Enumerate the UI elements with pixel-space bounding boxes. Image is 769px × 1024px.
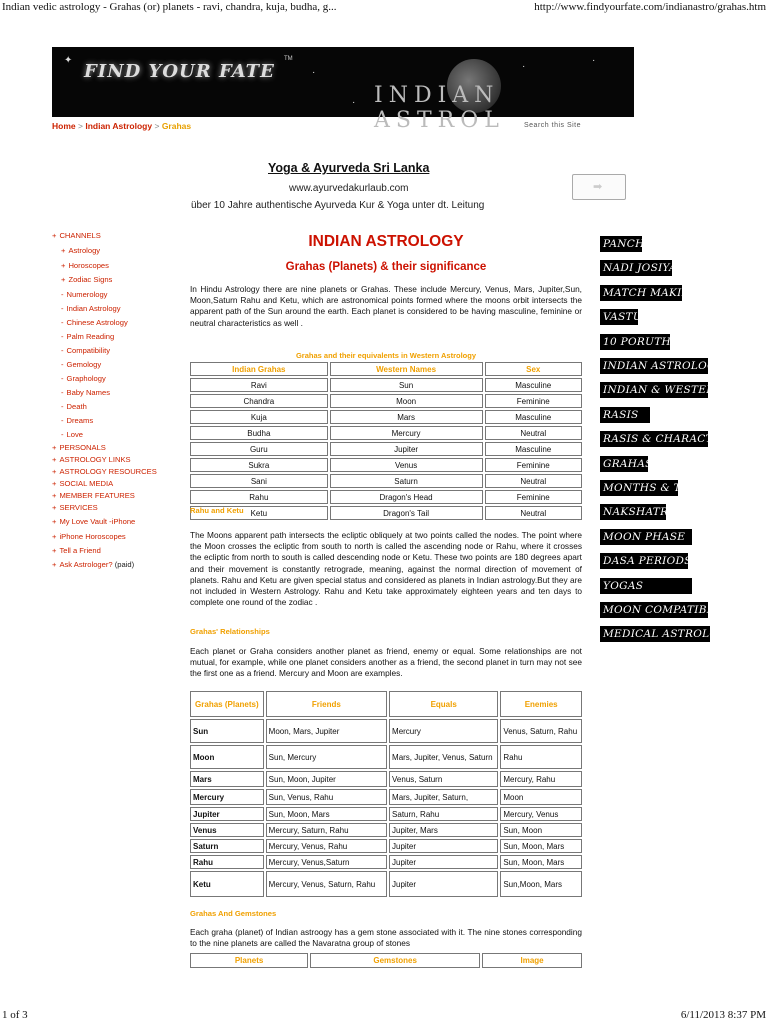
print-footer bbox=[0, 1006, 768, 1024]
right-nav-item[interactable]: 10 PORUTHAM bbox=[600, 334, 670, 350]
right-nav-item[interactable]: YOGAS bbox=[600, 578, 692, 594]
left-nav-label: ASTROLOGY RESOURCES bbox=[59, 467, 157, 476]
left-nav-label: Compatibility bbox=[66, 346, 110, 355]
nav-marker: + bbox=[52, 560, 57, 569]
table-cell: Moon bbox=[330, 394, 483, 408]
column-header: Planets bbox=[190, 953, 308, 968]
table-cell: Rahu bbox=[190, 855, 264, 869]
column-header: Gemstones bbox=[310, 953, 480, 968]
table-cell: Ketu bbox=[190, 506, 328, 520]
nav-marker: - bbox=[61, 416, 64, 425]
print-header-title: Indian vedic astrology - Grahas (or) planets - ravi, chandra, kuja, budha, g... bbox=[2, 1, 337, 13]
nav-marker: - bbox=[61, 374, 64, 383]
table-cell: Moon bbox=[190, 745, 264, 769]
table-cell: Sun bbox=[190, 719, 264, 743]
column-header: Indian Grahas bbox=[190, 362, 328, 376]
table-cell: Mars, Jupiter, Saturn, bbox=[389, 789, 498, 805]
table-cell: Mercury, Rahu bbox=[500, 771, 582, 787]
ad-go-button[interactable] bbox=[572, 174, 626, 200]
nav-marker: - bbox=[61, 430, 64, 439]
table-cell: Neutral bbox=[485, 426, 583, 440]
right-nav-item[interactable]: MOON PHASE bbox=[600, 529, 692, 545]
table-row bbox=[190, 771, 582, 787]
table-cell: Neutral bbox=[485, 474, 583, 488]
banner-section-text: INDIAN ASTROL bbox=[374, 83, 505, 133]
nav-marker: - bbox=[61, 360, 64, 369]
table-row bbox=[190, 789, 582, 805]
graha-relationships-table bbox=[188, 689, 584, 899]
table-row bbox=[190, 378, 582, 392]
left-nav-label: SERVICES bbox=[59, 503, 98, 512]
table-cell: Rahu bbox=[500, 745, 582, 769]
column-header: Western Names bbox=[330, 362, 483, 376]
left-nav-label: CHANNELS bbox=[59, 231, 101, 240]
left-nav-label: Graphology bbox=[66, 374, 106, 383]
table-cell: Jupiter, Mars bbox=[389, 823, 498, 837]
right-nav-item[interactable]: MEDICAL ASTROLOGY bbox=[600, 626, 710, 642]
print-timestamp: 6/11/2013 8:37 PM bbox=[680, 1009, 766, 1021]
column-header: Sex bbox=[485, 362, 583, 376]
right-nav-item[interactable]: RASIS & CHARACTERISTICS bbox=[600, 431, 708, 447]
table-cell: Sun, Moon, Mars bbox=[500, 839, 582, 853]
page-title: INDIAN ASTROLOGY bbox=[308, 233, 464, 250]
nav-marker: + bbox=[52, 532, 57, 541]
table-cell: Rahu bbox=[190, 490, 328, 504]
right-nav-item[interactable]: DASA PERIODS bbox=[600, 553, 688, 569]
table-cell: Mercury, Venus,Saturn bbox=[266, 855, 387, 869]
left-nav-item[interactable] bbox=[61, 346, 110, 355]
table-row bbox=[190, 426, 582, 440]
left-nav-item[interactable] bbox=[61, 402, 87, 411]
table-cell: Mercury bbox=[190, 789, 264, 805]
left-nav-label: Indian Astrology bbox=[66, 304, 121, 313]
table-cell: Dragon's Head bbox=[330, 490, 483, 504]
nav-marker: + bbox=[52, 443, 57, 452]
table-row bbox=[190, 839, 582, 853]
table-row bbox=[190, 474, 582, 488]
table-cell: Saturn bbox=[330, 474, 483, 488]
breadcrumb-home[interactable]: Home bbox=[52, 121, 76, 131]
left-nav-label: Numerology bbox=[66, 290, 108, 299]
left-nav-label: Gemology bbox=[66, 360, 102, 369]
table-cell: Mercury, Saturn, Rahu bbox=[266, 823, 387, 837]
left-nav-item[interactable] bbox=[61, 430, 83, 439]
print-header bbox=[0, 0, 768, 16]
table-cell: Feminine bbox=[485, 394, 583, 408]
banner-trademark: TM bbox=[284, 56, 293, 62]
nav-marker: - bbox=[61, 290, 64, 299]
breadcrumb-indian-astrology[interactable]: Indian Astrology bbox=[85, 121, 153, 131]
column-header: Enemies bbox=[500, 691, 582, 717]
table-cell: Sani bbox=[190, 474, 328, 488]
nav-marker: + bbox=[52, 491, 57, 500]
table-row bbox=[190, 410, 582, 424]
breadcrumb bbox=[52, 121, 191, 131]
table-cell: Sun bbox=[330, 378, 483, 392]
left-nav-item[interactable] bbox=[61, 360, 101, 369]
nav-marker: + bbox=[52, 455, 57, 464]
nav-marker: + bbox=[52, 467, 57, 476]
nav-marker: - bbox=[61, 402, 64, 411]
table-cell: Mars, Jupiter, Venus, Saturn bbox=[389, 745, 498, 769]
table-cell: Sun, Moon bbox=[500, 823, 582, 837]
nav-marker: + bbox=[61, 246, 66, 255]
table-row bbox=[190, 745, 582, 769]
table-cell: Mars bbox=[330, 410, 483, 424]
left-nav-item[interactable] bbox=[52, 491, 135, 500]
table-cell: Moon, Mars, Jupiter bbox=[266, 719, 387, 743]
right-nav-item[interactable]: VASTU bbox=[600, 309, 638, 325]
print-header-url: http://www.findyourfate.com/indianastro/grahas.htm bbox=[534, 1, 766, 13]
table-cell: Mercury, Venus bbox=[500, 807, 582, 821]
left-nav-label: Baby Names bbox=[66, 388, 111, 397]
left-nav-label: Astrology bbox=[68, 246, 101, 255]
left-nav-item[interactable] bbox=[61, 374, 106, 383]
left-nav-item[interactable] bbox=[52, 231, 101, 240]
table-cell: Sun,Moon, Mars bbox=[500, 871, 582, 897]
nav-marker: - bbox=[61, 346, 64, 355]
table-cell: Mercury, Venus, Rahu bbox=[266, 839, 387, 853]
grahas-western-table bbox=[188, 349, 584, 522]
table-cell: Mercury, Venus, Saturn, Rahu bbox=[266, 871, 387, 897]
nav-marker: + bbox=[52, 231, 57, 240]
left-nav-item[interactable] bbox=[61, 318, 128, 327]
gemstones-paragraph: Each graha (planet) of Indian astroogy has a gem stone associated with it. The nine stones corresponding to the nine planets are called the Navaratna group of stones bbox=[190, 927, 582, 949]
right-nav-item[interactable]: INDIAN & WESTERN bbox=[600, 382, 708, 398]
left-nav-item[interactable] bbox=[52, 560, 134, 569]
rahu-ketu-paragraph: The Moons apparent path intersects the ecliptic obliquely at two points called the nodes. The point where the Moon crosses the ecliptic from south to north is called the ascending node or Rahu, where it crosses the ecliptic from north to south is called descending node or Ketu. These two points are 180 degrees apart and their movement is constantly retrograde, meaning, against the normal direction of movement of planets. Rahu and Ketu are given special status and considered as planets in Indian astrology.But they are not included in Western Astrology. Rahu and Ketu take approximately eighteen years and ten days to complete one round of the zodiac . bbox=[190, 530, 582, 608]
right-nav-item[interactable]: MONTHS & TITHIS bbox=[600, 480, 678, 496]
table-row bbox=[190, 719, 582, 743]
left-nav-suffix: (paid) bbox=[112, 560, 135, 569]
left-nav-item[interactable] bbox=[52, 443, 106, 452]
table-cell: Guru bbox=[190, 442, 328, 456]
table-cell: Masculine bbox=[485, 442, 583, 456]
relationships-paragraph: Each planet or Graha considers another planet as friend, enemy or equal. Some relationships are not mutual, for example, while one planet considers another as a friend, the second planet in turn may not see the first one as a friend. Mercury and Moon are examples. bbox=[190, 646, 582, 679]
table-cell: Masculine bbox=[485, 378, 583, 392]
table-cell: Venus bbox=[190, 823, 264, 837]
star-icon: ✦ bbox=[64, 55, 73, 66]
table-cell: Dragon's Tail bbox=[330, 506, 483, 520]
left-nav-item[interactable] bbox=[61, 246, 100, 255]
left-nav-label: Chinese Astrology bbox=[66, 318, 128, 327]
table-cell: Mars bbox=[190, 771, 264, 787]
table-cell: Mercury bbox=[330, 426, 483, 440]
right-nav-item[interactable]: PANCH bbox=[600, 236, 642, 252]
table-cell: Venus bbox=[330, 458, 483, 472]
search-site-link[interactable]: Search this Site bbox=[524, 122, 582, 129]
table-cell: Chandra bbox=[190, 394, 328, 408]
intro-paragraph: In Hindu Astrology there are nine planets or Grahas. These include Mercury, Venus, Mars, Jupiter,Sun, Moon,Saturn Rahu and Ketu, which are astronomical points formed where the moons orbit intersects the apparent path of the Sun around the earth. Each planet is considered to be having masculine, feminine or neutral characteristics as well . bbox=[190, 284, 582, 328]
left-nav-item[interactable] bbox=[61, 261, 109, 270]
left-nav-label: PERSONALS bbox=[59, 443, 106, 452]
left-nav-label: SOCIAL MEDIA bbox=[59, 479, 114, 488]
left-nav-label: iPhone Horoscopes bbox=[59, 532, 126, 541]
print-page-number: 1 of 3 bbox=[2, 1009, 28, 1021]
left-nav-item[interactable] bbox=[61, 304, 121, 313]
table-caption: Grahas and their equivalents in Western Astrology bbox=[295, 351, 477, 360]
left-nav-item[interactable] bbox=[52, 517, 135, 526]
table-row bbox=[190, 871, 582, 897]
ad-url[interactable]: www.ayurvedakurlaub.com bbox=[289, 183, 409, 194]
left-nav-label: Dreams bbox=[66, 416, 94, 425]
nav-marker: + bbox=[52, 546, 57, 555]
nav-marker: + bbox=[52, 517, 57, 526]
left-nav-item[interactable] bbox=[61, 275, 112, 284]
table-row bbox=[190, 394, 582, 408]
table-cell: Saturn, Rahu bbox=[389, 807, 498, 821]
table-cell: Masculine bbox=[485, 410, 583, 424]
table-cell: Ketu bbox=[190, 871, 264, 897]
table-row bbox=[190, 442, 582, 456]
table-cell: Jupiter bbox=[389, 871, 498, 897]
left-nav-item[interactable] bbox=[52, 546, 101, 555]
left-nav-item[interactable] bbox=[52, 479, 113, 488]
nav-marker: + bbox=[61, 261, 66, 270]
table-row bbox=[190, 855, 582, 869]
table-cell: Venus, Saturn bbox=[389, 771, 498, 787]
left-nav-item[interactable] bbox=[52, 455, 131, 464]
table-cell: Sun, Moon, Mars bbox=[500, 855, 582, 869]
column-header: Grahas (Planets) bbox=[190, 691, 264, 717]
table-cell: Jupiter bbox=[389, 839, 498, 853]
right-nav-item[interactable]: MATCH MAKING bbox=[600, 285, 682, 301]
left-nav-item[interactable] bbox=[52, 532, 126, 541]
nav-marker: - bbox=[61, 304, 64, 313]
nav-marker: - bbox=[61, 332, 64, 341]
table-cell: Venus, Saturn, Rahu bbox=[500, 719, 582, 743]
ad-title[interactable]: Yoga & Ayurveda Sri Lanka bbox=[268, 161, 430, 175]
left-nav-item[interactable] bbox=[52, 503, 98, 512]
left-nav-label: My Love Vault -iPhone bbox=[59, 517, 136, 526]
column-header: Image bbox=[482, 953, 582, 968]
right-nav-item[interactable]: NADI JOSIYAM bbox=[600, 260, 672, 276]
left-nav-label: Tell a Friend bbox=[59, 546, 101, 555]
breadcrumb-separator: > bbox=[78, 121, 83, 131]
right-nav-item[interactable]: INDIAN ASTROLOGY bbox=[600, 358, 708, 374]
banner-logo-text: FIND YOUR FATE bbox=[84, 61, 275, 82]
table-row bbox=[190, 490, 582, 504]
left-nav-label: Ask Astrologer? bbox=[59, 560, 113, 569]
left-nav-label: Zodiac Signs bbox=[68, 275, 113, 284]
ad-text: über 10 Jahre authentische Ayurveda Kur & Yoga unter dt. Leitung bbox=[191, 200, 485, 211]
column-header: Equals bbox=[389, 691, 498, 717]
gemstones-table bbox=[188, 951, 584, 970]
left-nav-item[interactable] bbox=[61, 416, 93, 425]
nav-marker: - bbox=[61, 388, 64, 397]
left-nav-label: Love bbox=[66, 430, 83, 439]
star-icon: · bbox=[592, 55, 596, 66]
table-row bbox=[190, 807, 582, 821]
left-nav-label: MEMBER FEATURES bbox=[59, 491, 135, 500]
gemstones-heading: Grahas And Gemstones bbox=[190, 909, 277, 918]
star-icon: · bbox=[352, 97, 356, 108]
table-cell: Neutral bbox=[485, 506, 583, 520]
nav-marker: + bbox=[52, 479, 57, 488]
table-cell: Jupiter bbox=[190, 807, 264, 821]
arrow-right-icon: ➡ bbox=[593, 181, 603, 193]
table-cell: Sun, Venus, Rahu bbox=[266, 789, 387, 805]
table-cell: Budha bbox=[190, 426, 328, 440]
table-cell: Feminine bbox=[485, 458, 583, 472]
left-nav-label: Palm Reading bbox=[66, 332, 115, 341]
table-cell: Kuja bbox=[190, 410, 328, 424]
table-row bbox=[190, 458, 582, 472]
table-cell: Sun, Moon, Jupiter bbox=[266, 771, 387, 787]
table-row bbox=[190, 506, 582, 520]
table-row bbox=[190, 823, 582, 837]
left-nav-item[interactable] bbox=[61, 388, 110, 397]
right-nav-item[interactable]: NAKSHATRAS bbox=[600, 504, 666, 520]
right-nav-item[interactable]: MOON COMPATIBILITY bbox=[600, 602, 708, 618]
left-nav-label: Death bbox=[66, 402, 87, 411]
star-icon: · bbox=[522, 61, 526, 72]
rahu-ketu-heading: Rahu and Ketu bbox=[190, 506, 244, 515]
breadcrumb-current: Grahas bbox=[161, 121, 192, 131]
left-nav-label: ASTROLOGY LINKS bbox=[59, 455, 131, 464]
table-cell: Ravi bbox=[190, 378, 328, 392]
table-cell: Sun, Moon, Mars bbox=[266, 807, 387, 821]
nav-marker: - bbox=[61, 318, 64, 327]
table-cell: Jupiter bbox=[389, 855, 498, 869]
table-cell: Saturn bbox=[190, 839, 264, 853]
table-cell: Feminine bbox=[485, 490, 583, 504]
table-cell: Sun, Mercury bbox=[266, 745, 387, 769]
left-nav-item[interactable] bbox=[52, 467, 157, 476]
left-nav-item[interactable] bbox=[61, 332, 114, 341]
table-cell: Sukra bbox=[190, 458, 328, 472]
relationships-heading: Grahas' Relationships bbox=[190, 627, 270, 636]
table-cell: Moon bbox=[500, 789, 582, 805]
star-icon: · bbox=[312, 67, 316, 78]
left-nav-item[interactable] bbox=[61, 290, 107, 299]
page-subtitle: Grahas (Planets) & their significance bbox=[285, 261, 487, 273]
table-cell: Jupiter bbox=[330, 442, 483, 456]
column-header: Friends bbox=[266, 691, 387, 717]
left-nav-label: Horoscopes bbox=[68, 261, 109, 270]
breadcrumb-separator: > bbox=[154, 121, 160, 131]
table-cell: Mercury bbox=[389, 719, 498, 743]
right-nav-item[interactable]: GRAHAS bbox=[600, 456, 648, 472]
nav-marker: + bbox=[61, 275, 66, 284]
right-nav-item[interactable]: RASIS bbox=[600, 407, 650, 423]
nav-marker: + bbox=[52, 503, 57, 512]
